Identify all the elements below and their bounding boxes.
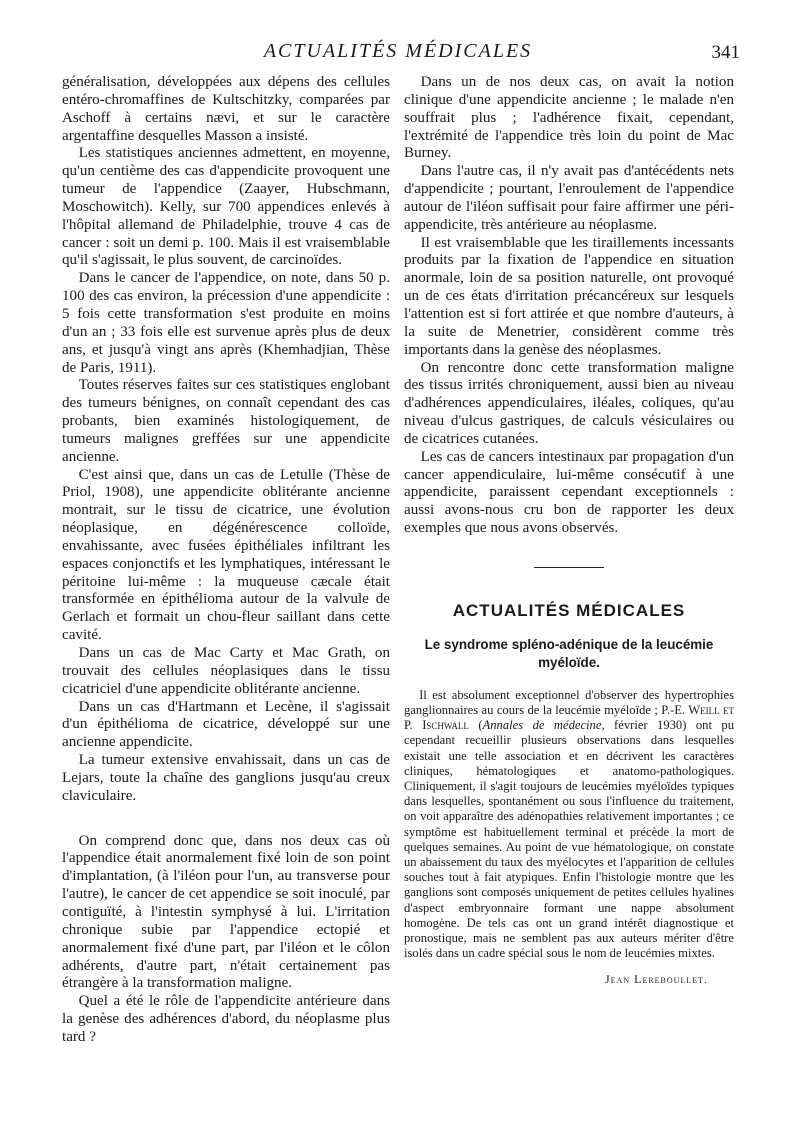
article-body (404, 688, 734, 962)
page-number: 341 (711, 42, 740, 63)
running-title: ACTUALITÉS MÉDICALES (263, 40, 533, 62)
left-column (62, 74, 390, 1047)
paragraph: Dans un cas de Mac Carty et Mac Grath, on trouvait des cellules néoplasiques dans le tissu cicatriciel d'une appendicite oblitérante ancienne. (62, 645, 390, 697)
page-header (56, 40, 740, 70)
paragraph: Dans un cas d'Hartmann et Lecène, il s'agissait d'un épithélioma de cicatrice, développé sur une ancienne appendicite. (62, 698, 390, 751)
authors-reference: P.-E. Weill et P. Ischwall (404, 702, 735, 733)
article-paragraph: Il est absolument exceptionnel d'observer des hypertrophies ganglionnaires au cours de la leucémie myéloïde ; P.-E. Weill et P. Ischwall (Annales de médecine, février 1930) ont pu cependant recueillir plusieurs observations dans lesquelles existait une telle association et en décrivent les caractères cliniques, hématologiques et anatomo-pathologiques. Cliniquement, il s'agit toujours de leucémies myéloïdes typiques dans lesquelles, spontanément ou sous l'influence du traitement, on voit apparaître des adénopathies relativement importantes ; ce symptôme est habituellement terminal et précède la mort de quelques semaines. Au point de vue hématologique, on constate un abaissement du taux des myélocytes et l'apparition de cellules souches tout à fait atypiques. Enfin l'histologie montre que les ganglions sont composés uniquement de petites cellules hyalines d'aspect embryonnaire formant une nappe absolument homogène. De tels cas ont un grand intérêt diagnostique et pronostique, mais ne semblent pas aux auteurs mériter d'être isolés dans un cadre spécial sous le nom de leucémies mixtes. (404, 687, 735, 961)
paragraph: généralisation, développées aux dépens des cellules entéro-chromaffines de Kultschitzky, comparées par Aschoff à certains nævi, et sur le caractère argentaffine desquelles Masson a insisté. (62, 74, 390, 144)
paragraph: Dans un de nos deux cas, on avait la notion clinique d'une appendicite ancienne ; le malade n'en souffrait plus ; l'adhérence fixait, cependant, l'extrémité de l'appendice très loin du point de Mac Burney. (404, 74, 734, 162)
paragraph: Dans le cancer de l'appendice, on note, dans 50 p. 100 des cas environ, la précession d'une appendicite : 5 fois cette transformation s'est produite en moins d'un an ; 33 fois elle est survenue après plus de deux ans, et jusqu'à vingt ans après (Khemhadjian, Thèse de Paris, 1911). (62, 270, 390, 376)
paragraph: Toutes réserves faites sur ces statistiques englobant des tumeurs bénignes, on connaît cependant des cas probants, bien examinés histologiquement, de tumeurs malignes greffées sur une appendicite ancienne. (62, 377, 390, 465)
article-intro: Il est absolument exceptionnel d'observer des hypertrophies ganglionnaires au cours de la leucémie myéloïde ; (404, 687, 734, 717)
paragraph: C'est ainsi que, dans un cas de Letulle (Thèse de Priol, 1908), une appendicite oblitérante ancienne montrait, sur le tissu de cicatrice, une évolution néoplasique, en dégénérescence colloïde, envahissante, avec fusées épithéliales infiltrant les espaces conjonctifs et les lymphatiques, intéressant le péritoine lui-même : la muqueuse cæcale était transformée en épithélioma autour de la valvule de Gerlach et formait un chou-fleur saillant dans cette cavité. (62, 466, 390, 644)
section-divider (534, 567, 604, 568)
article-title: Le syndrome spléno-adénique de la leucémie myéloïde. (424, 636, 714, 670)
paragraph: Les cas de cancers intestinaux par propagation d'un cancer appendiculaire, lui-même consécutif à une appendicite, paraissent cependant exceptionnels : aussi avons-nous cru bon de rapporter les deux exemples que nous avons observés. (404, 448, 734, 537)
right-column (404, 74, 734, 989)
paragraph: Quel a été le rôle de l'appendicite antérieure dans la genèse des adhérences d'abord, du néoplasme plus tard ? (62, 993, 390, 1045)
paragraph: On rencontre donc cette transformation maligne des tissus irrités chroniquement, aussi bien au niveau d'adhérences appendiculaires, iléales, coliques, qu'au niveau d'ulcus gastriques, de calculs vésiculaires ou de cicatrices cutanées. (404, 359, 734, 447)
paragraph: Il est vraisemblable que les tiraillements incessants produits par la fixation de l'appendice en situation anormale, loin de sa position naturelle, ont provoqué un de ces états d'irritation précancéreux sur lesquels l'attention est si fort attirée et que nombre d'auteurs, à la suite de Menetrier, considèrent comme très importants dans la genèse des néoplasmes. (404, 234, 734, 358)
paragraph: Dans l'autre cas, il n'y avait pas d'antécédents nets d'appendicite ; pourtant, l'enroulement de l'appendice autour de l'iléon suffisait pour faire affirmer une péri-appendicite, très antérieure au néoplasme. (404, 163, 734, 233)
paragraph: Les statistiques anciennes admettent, en moyenne, qu'un centième des cas d'appendicite provoquent une tumeur de l'appendice (Zaayer, Hubschmann, Moschowitch). Kelly, sur 700 appendices enlevés à l'hôpital allemand de Philadelphie, trouve 4 cas de cancer : soit un demi p. 100. Mais il est vraisemblable qu'il s'agissait, le plus souvent, de carcinoïdes. (62, 145, 390, 269)
paragraph-gap (62, 806, 390, 833)
journal-title: Annales de médecine (482, 718, 602, 733)
paragraph: La tumeur extensive envahissait, dans un cas de Lejars, toute la chaîne des ganglions jusqu'au creux claviculaire. (62, 752, 390, 804)
paragraph: On comprend donc que, dans nos deux cas où l'appendice était anormalement fixé loin de son point d'implantation, (à l'iléon pour l'un, au transverse pour l'autre), le cancer de cet appendice se soit inoculé, par contiguïté, à l'intestin symphysé à lui. L'irritation chronique subie par l'appendice ectopié et anormalement fixé d'une part, par l'iléon et le côlon adhérents, d'autre part, n'était certainement pas étrangère à la transformation maligne. (62, 832, 390, 992)
section-title: ACTUALITÉS MÉDICALES (452, 600, 686, 620)
article-author: Jean Lereboullet. (605, 972, 708, 987)
article-rest: , février 1930) ont pu cependant recueillir plusieurs observations dans lesquelles existait une telle association et en décrivent les caractères cliniques, hématologiques et anatomo-pathologiques. Cliniquement, il s'agit toujours de leucémies myéloïdes typiques dans lesquelles, spontanément ou sous l'influence du traitement, on voit apparaître des adénopathies relativement importantes ; ce symptôme est habituellement terminal et précède la mort de quelques semaines. Au point de vue hématologique, on constate un abaissement du taux des myélocytes et l'apparition de cellules souches tout à fait atypiques. Enfin l'histologie montre que les ganglions sont composés uniquement de petites cellules hyalines d'aspect embryonnaire formant une nappe absolument homogène. De tels cas ont un grand intérêt diagnostique et pronostique, mais ne semblent pas aux auteurs mériter d'être isolés dans un cadre spécial sous le nom de leucémies mixtes. (404, 718, 734, 961)
